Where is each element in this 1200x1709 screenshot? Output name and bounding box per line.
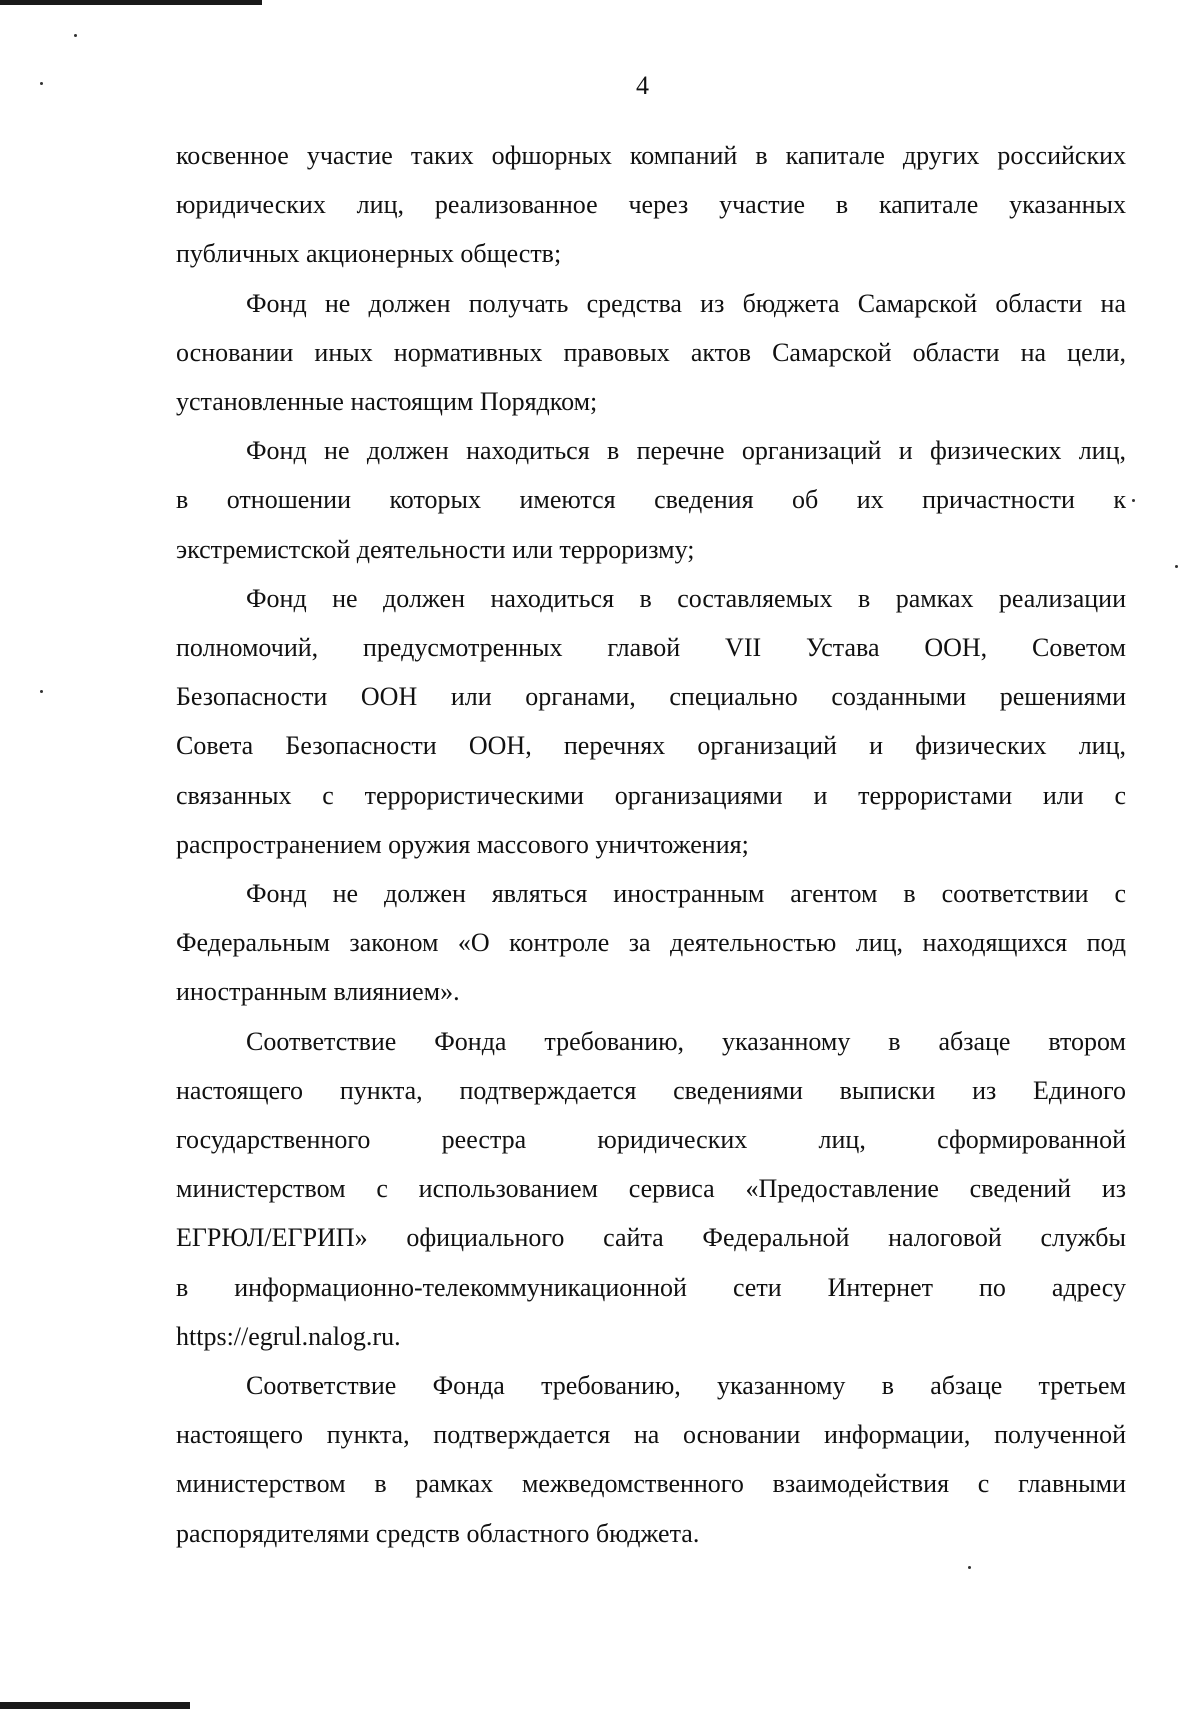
paragraph (176, 869, 1126, 1017)
text-line: настоящего пункта, подтверждается на основании информации, полученной (176, 1420, 1126, 1450)
text-line: косвенное участие таких офшорных компаний в капитале других российских (176, 141, 1126, 170)
text-line: экстремистской деятельности или терроризму; (176, 534, 695, 564)
text-line: Безопасности ООН или органами, специально созданными решениями (176, 682, 1126, 712)
text-line: полномочий, предусмотренных главой VII Устава ООН, Советом (176, 633, 1126, 663)
text-line: Соответствие Фонда требованию, указанному в абзаце втором (246, 1026, 1126, 1056)
text-line: в отношении которых имеются сведения об их причастности к (176, 485, 1126, 515)
text-line: Соответствие Фонда требованию, указанному в абзаце третьем (246, 1371, 1126, 1401)
scan-speck (1175, 565, 1178, 568)
text-line: установленные настоящим Порядком; (176, 387, 598, 417)
paragraph (176, 131, 1126, 279)
text-line: связанных с террористическими организациями и террористами или с (176, 780, 1126, 810)
text-line: Фонд не должен находиться в составляемых в рамках реализации (246, 583, 1126, 613)
scan-speck (40, 82, 43, 85)
text-line: Фонд не должен получать средства из бюджета Самарской области на (246, 288, 1126, 318)
paragraph (176, 279, 1126, 427)
text-line: Федеральным законом «О контроле за деятельностью лиц, находящихся под (176, 928, 1126, 958)
text-line: министерством с использованием сервиса «Предоставление сведений из (176, 1174, 1126, 1204)
text-line: распорядителями средств областного бюджета. (176, 1518, 700, 1548)
paragraph (176, 426, 1126, 574)
paragraph (176, 1361, 1126, 1558)
paragraph (176, 1017, 1126, 1361)
text-line: https://egrul.nalog.ru. (176, 1321, 401, 1351)
text-line: настоящего пункта, подтверждается сведениями выписки из Единого (176, 1075, 1126, 1105)
scan-speck (968, 1566, 971, 1569)
text-line: Совета Безопасности ООН, перечнях организаций и физических лиц, (176, 731, 1126, 761)
scan-border-top (0, 0, 262, 5)
text-line: основании иных нормативных правовых актов Самарской области на цели, (176, 337, 1126, 367)
text-line: публичных акционерных обществ; (176, 239, 562, 269)
text-line: Фонд не должен находиться в перечне организаций и физических лиц, (246, 436, 1126, 466)
page-number: 4 (636, 71, 649, 100)
scan-speck (74, 34, 77, 37)
scan-speck (40, 690, 43, 693)
text-line: в информационно-телекоммуникационной сети Интернет по адресу (176, 1272, 1126, 1302)
scan-speck (1132, 499, 1135, 502)
document-body (176, 131, 1126, 1558)
text-line: государственного реестра юридических лиц, сформированной (176, 1125, 1126, 1155)
text-line: министерством в рамках межведомственного взаимодействия с главными (176, 1469, 1126, 1499)
scan-border-bottom (0, 1702, 190, 1709)
text-line: распространением оружия массового уничтожения; (176, 829, 749, 859)
text-line: Фонд не должен являться иностранным агентом в соответствии с (246, 879, 1126, 909)
text-line: ЕГРЮЛ/ЕГРИП» официального сайта Федеральной налоговой службы (176, 1223, 1126, 1253)
text-line: юридических лиц, реализованное через участие в капитале указанных (176, 190, 1126, 220)
text-line: иностранным влиянием». (176, 977, 460, 1007)
paragraph (176, 574, 1126, 869)
